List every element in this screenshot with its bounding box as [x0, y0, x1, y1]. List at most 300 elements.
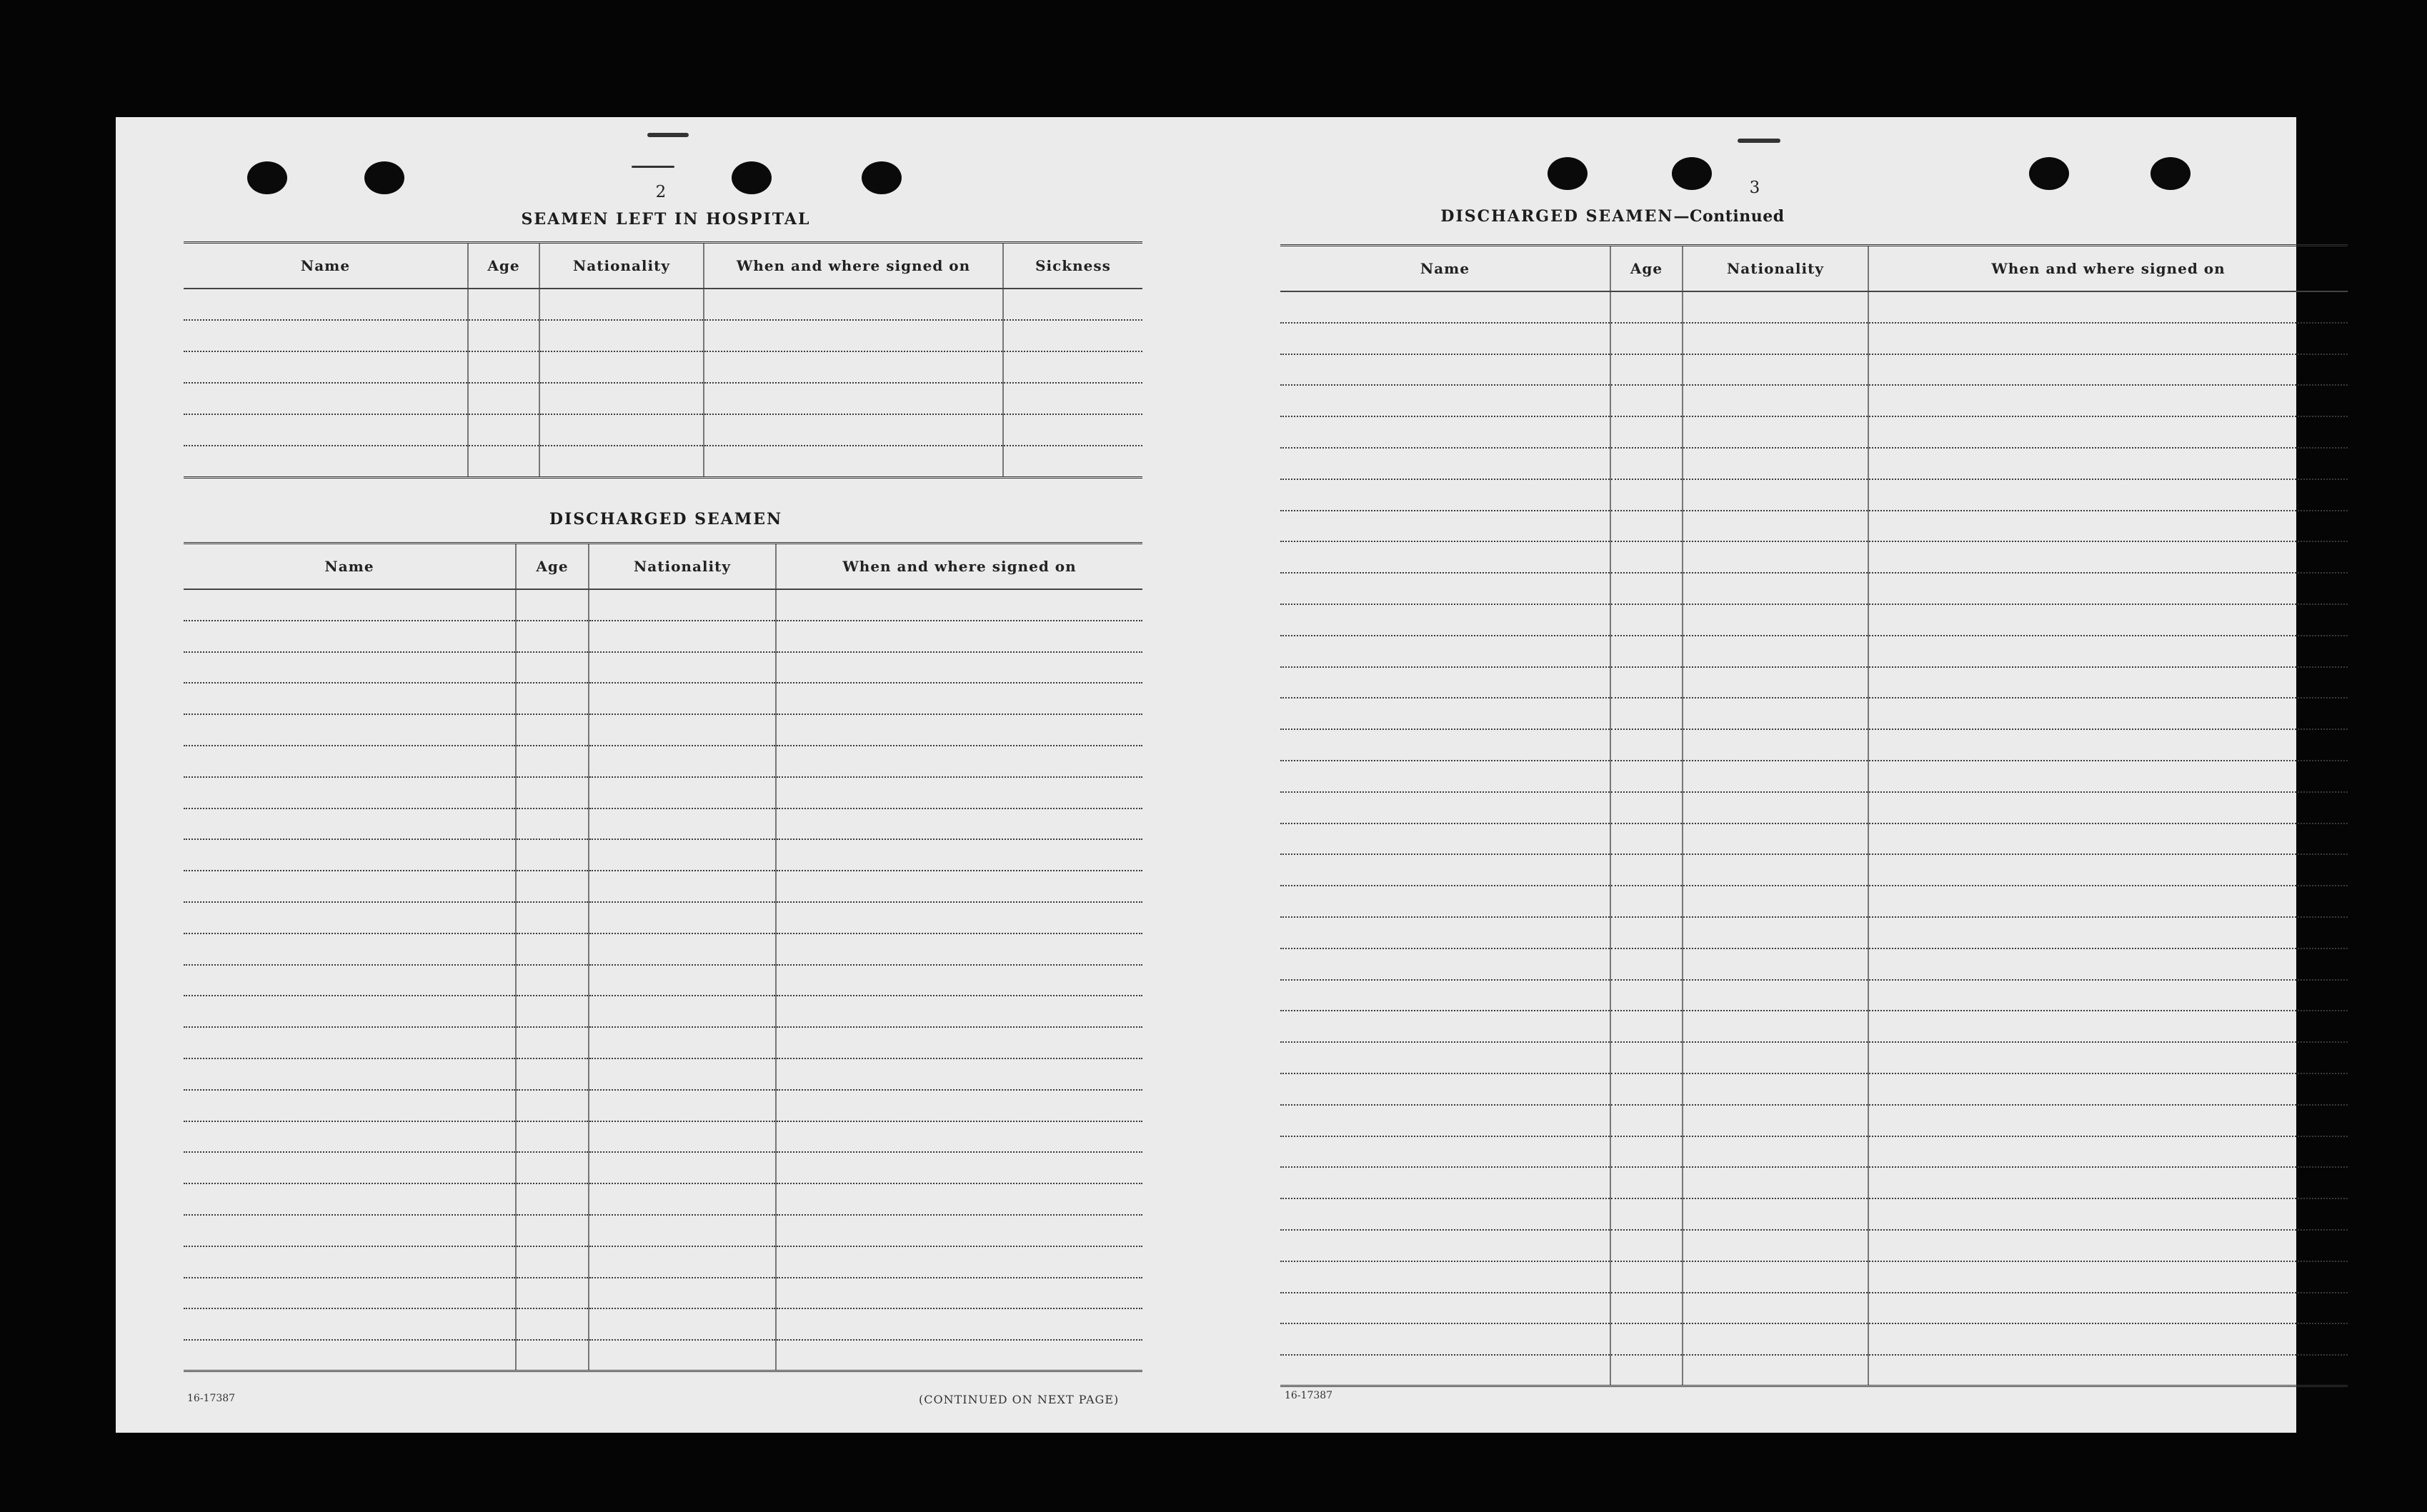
- entry-cell: [776, 808, 1142, 840]
- entry-cell: [184, 871, 516, 902]
- entry-cell: [1683, 511, 1868, 542]
- blank-entry-row: [184, 589, 1142, 621]
- entry-cell: [776, 1340, 1142, 1371]
- entry-cell: [589, 652, 776, 684]
- blank-entry-row: [1280, 1167, 2348, 1198]
- entry-cell: [1610, 980, 1683, 1011]
- entry-cell: [184, 1215, 516, 1246]
- entry-cell: [184, 1058, 516, 1090]
- entry-cell: [1610, 448, 1683, 479]
- entry-cell: [184, 1246, 516, 1278]
- entry-cell: [184, 1340, 516, 1371]
- ink-smudge: [647, 133, 689, 137]
- entry-cell: [1683, 479, 1868, 511]
- entry-cell: [776, 777, 1142, 808]
- blank-entry-row: [184, 652, 1142, 684]
- entry-cell: [776, 1308, 1142, 1340]
- entry-cell: [516, 839, 589, 871]
- entry-cell: [1683, 1323, 1868, 1355]
- entry-cell: [1868, 980, 2348, 1011]
- blank-entry-row: [1280, 1293, 2348, 1324]
- entry-cell: [1280, 1136, 1610, 1168]
- entry-cell: [1280, 604, 1610, 636]
- entry-cell: [1280, 854, 1610, 886]
- blank-entry-row: [1280, 854, 2348, 886]
- entry-cell: [1280, 1261, 1610, 1293]
- entry-cell: [1280, 1167, 1610, 1198]
- entry-cell: [1683, 667, 1868, 699]
- entry-cell: [1280, 573, 1610, 604]
- column-header-age: Age: [1610, 246, 1683, 292]
- entry-cell: [1868, 1198, 2348, 1230]
- entry-cell: [1868, 698, 2348, 729]
- entry-cell: [1610, 1042, 1683, 1073]
- punch-hole: [1672, 157, 1712, 190]
- blank-entry-row: [1280, 1136, 2348, 1168]
- blank-entry-row: [1280, 541, 2348, 573]
- entry-cell: [1683, 1136, 1868, 1168]
- entry-cell: [1868, 604, 2348, 636]
- entry-cell: [1610, 823, 1683, 855]
- entry-cell: [1610, 917, 1683, 948]
- blank-entry-row: [1280, 1011, 2348, 1042]
- entry-cell: [1683, 1355, 1868, 1386]
- blank-entry-row: [1280, 385, 2348, 416]
- entry-cell: [1868, 573, 2348, 604]
- entry-cell: [184, 289, 468, 320]
- entry-cell: [1280, 1011, 1610, 1042]
- hospital-rows: [184, 289, 1142, 477]
- blank-entry-row: [1280, 511, 2348, 542]
- entry-cell: [184, 777, 516, 808]
- blank-entry-row: [184, 746, 1142, 777]
- entry-cell: [1683, 1293, 1868, 1324]
- entry-cell: [589, 1340, 776, 1371]
- entry-cell: [184, 1308, 516, 1340]
- entry-cell: [776, 871, 1142, 902]
- entry-cell: [1683, 886, 1868, 917]
- entry-cell: [1610, 1136, 1683, 1168]
- entry-cell: [1610, 948, 1683, 980]
- entry-cell: [1280, 1198, 1610, 1230]
- entry-cell: [184, 746, 516, 777]
- entry-cell: [776, 1027, 1142, 1058]
- blank-entry-row: [1280, 792, 2348, 823]
- column-header-sickness: Sickness: [1003, 243, 1142, 289]
- entry-cell: [1683, 761, 1868, 792]
- entry-cell: [1683, 980, 1868, 1011]
- punch-hole: [364, 161, 404, 194]
- entry-cell: [1683, 823, 1868, 855]
- hospital-table: [184, 241, 1142, 479]
- blank-entry-row: [184, 933, 1142, 965]
- blank-entry-row: [184, 714, 1142, 746]
- entry-cell: [1610, 1355, 1683, 1386]
- entry-cell: [1868, 761, 2348, 792]
- entry-cell: [516, 589, 589, 621]
- entry-cell: [776, 1121, 1142, 1153]
- entry-cell: [516, 1278, 589, 1309]
- entry-cell: [516, 777, 589, 808]
- entry-cell: [1683, 698, 1868, 729]
- entry-cell: [589, 777, 776, 808]
- entry-cell: [516, 902, 589, 933]
- entry-cell: [1683, 354, 1868, 386]
- entry-cell: [1683, 1011, 1868, 1042]
- entry-cell: [539, 414, 704, 446]
- entry-cell: [589, 1308, 776, 1340]
- entry-cell: [1610, 416, 1683, 448]
- entry-cell: [1610, 385, 1683, 416]
- blank-entry-row: [1280, 636, 2348, 667]
- entry-cell: [776, 1215, 1142, 1246]
- form-code-right: 16-17387: [1285, 1390, 1333, 1401]
- column-header-name: Name: [184, 243, 468, 289]
- blank-entry-row: [1280, 1261, 2348, 1293]
- blank-entry-row: [184, 1121, 1142, 1153]
- entry-cell: [1868, 917, 2348, 948]
- entry-cell: [1610, 323, 1683, 354]
- entry-cell: [184, 320, 468, 351]
- entry-cell: [589, 1090, 776, 1121]
- column-header-name: Name: [184, 544, 516, 590]
- punch-hole: [247, 161, 287, 194]
- entry-cell: [1610, 479, 1683, 511]
- entry-cell: [1683, 1073, 1868, 1105]
- entry-cell: [704, 320, 1003, 351]
- entry-cell: [1610, 1167, 1683, 1198]
- blank-entry-row: [1280, 604, 2348, 636]
- entry-cell: [516, 871, 589, 902]
- entry-cell: [1683, 291, 1868, 323]
- punch-hole: [732, 161, 772, 194]
- entry-cell: [1610, 761, 1683, 792]
- entry-cell: [516, 965, 589, 996]
- entry-cell: [1868, 1105, 2348, 1136]
- entry-cell: [1683, 636, 1868, 667]
- entry-cell: [516, 1246, 589, 1278]
- entry-cell: [1280, 823, 1610, 855]
- entry-cell: [1280, 1355, 1610, 1386]
- entry-cell: [1868, 729, 2348, 761]
- entry-cell: [589, 1152, 776, 1183]
- entry-cell: [1868, 854, 2348, 886]
- entry-cell: [1868, 291, 2348, 323]
- entry-cell: [1868, 1042, 2348, 1073]
- entry-cell: [1003, 289, 1142, 320]
- blank-entry-row: [184, 320, 1142, 351]
- entry-cell: [589, 1278, 776, 1309]
- blank-entry-row: [184, 683, 1142, 714]
- blank-entry-row: [184, 777, 1142, 808]
- entry-cell: [184, 933, 516, 965]
- blank-entry-row: [184, 289, 1142, 320]
- column-header-age: Age: [516, 544, 589, 590]
- entry-cell: [1280, 385, 1610, 416]
- entry-cell: [776, 589, 1142, 621]
- entry-cell: [1868, 1355, 2348, 1386]
- discharged-continued-title: [1023, 207, 2202, 226]
- entry-cell: [184, 808, 516, 840]
- entry-cell: [516, 621, 589, 652]
- entry-cell: [468, 414, 539, 446]
- entry-cell: [589, 965, 776, 996]
- blank-entry-row: [184, 1308, 1142, 1340]
- continued-note: (CONTINUED ON NEXT PAGE): [919, 1393, 1120, 1406]
- entry-cell: [468, 383, 539, 414]
- entry-cell: [1610, 1323, 1683, 1355]
- entry-cell: [1610, 792, 1683, 823]
- entry-cell: [1683, 1167, 1868, 1198]
- blank-entry-row: [1280, 667, 2348, 699]
- entry-cell: [589, 1121, 776, 1153]
- entry-cell: [184, 839, 516, 871]
- entry-cell: [516, 1215, 589, 1246]
- entry-cell: [184, 714, 516, 746]
- entry-cell: [776, 1183, 1142, 1215]
- entry-cell: [1610, 729, 1683, 761]
- entry-cell: [516, 1340, 589, 1371]
- entry-cell: [1610, 1073, 1683, 1105]
- entry-cell: [1868, 1167, 2348, 1198]
- entry-cell: [1868, 1011, 2348, 1042]
- entry-cell: [1003, 446, 1142, 477]
- entry-cell: [184, 1278, 516, 1309]
- column-header-signed-on: When and where signed on: [704, 243, 1003, 289]
- entry-cell: [589, 683, 776, 714]
- entry-cell: [1868, 1323, 2348, 1355]
- entry-cell: [704, 414, 1003, 446]
- entry-cell: [1683, 729, 1868, 761]
- blank-entry-row: [1280, 1230, 2348, 1261]
- entry-cell: [184, 383, 468, 414]
- entry-cell: [1868, 886, 2348, 917]
- entry-cell: [468, 351, 539, 383]
- continued-header-row: [1280, 246, 2348, 292]
- entry-cell: [1868, 792, 2348, 823]
- form-sheet: [116, 117, 2296, 1433]
- entry-cell: [776, 1278, 1142, 1309]
- entry-cell: [1868, 1293, 2348, 1324]
- entry-cell: [704, 351, 1003, 383]
- blank-entry-row: [184, 902, 1142, 933]
- discharged-continued-table: [1280, 244, 2348, 1387]
- entry-cell: [776, 1152, 1142, 1183]
- entry-cell: [704, 289, 1003, 320]
- column-header-name: Name: [1280, 246, 1610, 292]
- entry-cell: [589, 1246, 776, 1278]
- entry-cell: [1610, 604, 1683, 636]
- entry-cell: [776, 996, 1142, 1027]
- column-header-signed-on: When and where signed on: [776, 544, 1142, 590]
- blank-entry-row: [184, 1090, 1142, 1121]
- punch-hole: [2151, 157, 2191, 190]
- entry-cell: [589, 621, 776, 652]
- blank-entry-row: [184, 839, 1142, 871]
- blank-entry-row: [1280, 886, 2348, 917]
- entry-cell: [1280, 886, 1610, 917]
- entry-cell: [516, 1121, 589, 1153]
- blank-entry-row: [1280, 323, 2348, 354]
- entry-cell: [184, 1152, 516, 1183]
- entry-cell: [1868, 385, 2348, 416]
- entry-cell: [1003, 383, 1142, 414]
- entry-cell: [1280, 354, 1610, 386]
- entry-cell: [1003, 351, 1142, 383]
- entry-cell: [589, 714, 776, 746]
- blank-entry-row: [184, 383, 1142, 414]
- entry-cell: [184, 996, 516, 1027]
- entry-cell: [1610, 1230, 1683, 1261]
- entry-cell: [589, 1058, 776, 1090]
- blank-entry-row: [1280, 1323, 2348, 1355]
- title-text: DISCHARGED SEAMEN: [1440, 207, 1674, 226]
- entry-cell: [1610, 698, 1683, 729]
- column-header-signed-on: When and where signed on: [1868, 246, 2348, 292]
- entry-cell: [1683, 1105, 1868, 1136]
- entry-cell: [1683, 416, 1868, 448]
- entry-cell: [589, 1027, 776, 1058]
- blank-entry-row: [184, 446, 1142, 477]
- entry-cell: [1683, 917, 1868, 948]
- entry-cell: [1683, 541, 1868, 573]
- entry-cell: [516, 933, 589, 965]
- blank-entry-row: [1280, 1073, 2348, 1105]
- blank-entry-row: [1280, 823, 2348, 855]
- entry-cell: [1280, 917, 1610, 948]
- blank-entry-row: [1280, 761, 2348, 792]
- entry-cell: [1280, 323, 1610, 354]
- entry-cell: [1868, 667, 2348, 699]
- blank-entry-row: [184, 1058, 1142, 1090]
- discharged-section-title: DISCHARGED SEAMEN: [549, 510, 783, 529]
- entry-cell: [776, 839, 1142, 871]
- entry-cell: [1683, 604, 1868, 636]
- entry-cell: [1280, 698, 1610, 729]
- blank-entry-row: [1280, 354, 2348, 386]
- entry-cell: [184, 1027, 516, 1058]
- entry-cell: [1610, 1198, 1683, 1230]
- column-header-nationality: Nationality: [589, 544, 776, 590]
- entry-cell: [1868, 823, 2348, 855]
- column-header-nationality: Nationality: [539, 243, 704, 289]
- entry-cell: [516, 652, 589, 684]
- blank-entry-row: [184, 1215, 1142, 1246]
- entry-cell: [1610, 854, 1683, 886]
- blank-entry-row: [184, 1183, 1142, 1215]
- entry-cell: [1003, 320, 1142, 351]
- entry-cell: [1683, 1042, 1868, 1073]
- form-code-left: 16-17387: [187, 1393, 236, 1404]
- entry-cell: [776, 652, 1142, 684]
- entry-cell: [589, 1215, 776, 1246]
- entry-cell: [1280, 1105, 1610, 1136]
- entry-cell: [776, 933, 1142, 965]
- hospital-section-title: SEAMEN LEFT IN HOSPITAL: [521, 210, 811, 229]
- discharged-table: [184, 542, 1142, 1372]
- entry-cell: [1868, 1261, 2348, 1293]
- blank-entry-row: [1280, 698, 2348, 729]
- ink-smudge: [1738, 139, 1780, 143]
- hospital-header-row: [184, 243, 1142, 289]
- blank-entry-row: [1280, 1105, 2348, 1136]
- discharged-header-row: [184, 544, 1142, 590]
- entry-cell: [776, 1058, 1142, 1090]
- entry-cell: [1280, 636, 1610, 667]
- entry-cell: [1280, 980, 1610, 1011]
- entry-cell: [184, 446, 468, 477]
- entry-cell: [1683, 1198, 1868, 1230]
- entry-cell: [468, 446, 539, 477]
- column-header-age: Age: [468, 243, 539, 289]
- punch-hole: [1548, 157, 1588, 190]
- entry-cell: [1868, 511, 2348, 542]
- blank-entry-row: [184, 1027, 1142, 1058]
- entry-cell: [1280, 1230, 1610, 1261]
- entry-cell: [1280, 1042, 1610, 1073]
- entry-cell: [1280, 1323, 1610, 1355]
- entry-cell: [1868, 948, 2348, 980]
- blank-entry-row: [1280, 416, 2348, 448]
- entry-cell: [1868, 636, 2348, 667]
- entry-cell: [1280, 667, 1610, 699]
- entry-cell: [1610, 541, 1683, 573]
- entry-cell: [1280, 448, 1610, 479]
- blank-entry-row: [1280, 729, 2348, 761]
- blank-entry-row: [184, 621, 1142, 652]
- blank-entry-row: [1280, 1355, 2348, 1386]
- entry-cell: [776, 1090, 1142, 1121]
- entry-cell: [1868, 479, 2348, 511]
- entry-cell: [1610, 1261, 1683, 1293]
- entry-cell: [184, 965, 516, 996]
- title-suffix: —Continued: [1673, 207, 1785, 226]
- entry-cell: [1683, 385, 1868, 416]
- entry-cell: [516, 1183, 589, 1215]
- blank-entry-row: [1280, 948, 2348, 980]
- entry-cell: [516, 808, 589, 840]
- blank-entry-row: [184, 351, 1142, 383]
- entry-cell: [184, 589, 516, 621]
- entry-cell: [516, 683, 589, 714]
- blank-entry-row: [1280, 448, 2348, 479]
- entry-cell: [589, 746, 776, 777]
- entry-cell: [1610, 573, 1683, 604]
- entry-cell: [1868, 323, 2348, 354]
- entry-cell: [539, 351, 704, 383]
- blank-entry-row: [184, 808, 1142, 840]
- entry-cell: [1280, 761, 1610, 792]
- entry-cell: [516, 1152, 589, 1183]
- entry-cell: [1610, 354, 1683, 386]
- entry-cell: [704, 383, 1003, 414]
- entry-cell: [1280, 1073, 1610, 1105]
- entry-cell: [1610, 1293, 1683, 1324]
- entry-cell: [776, 902, 1142, 933]
- entry-cell: [1280, 1293, 1610, 1324]
- entry-cell: [1683, 1261, 1868, 1293]
- entry-cell: [184, 1121, 516, 1153]
- entry-cell: [589, 1183, 776, 1215]
- entry-cell: [1868, 354, 2348, 386]
- entry-cell: [1683, 948, 1868, 980]
- entry-cell: [516, 1058, 589, 1090]
- entry-cell: [589, 902, 776, 933]
- entry-cell: [589, 808, 776, 840]
- entry-cell: [184, 902, 516, 933]
- entry-cell: [184, 621, 516, 652]
- entry-cell: [1610, 511, 1683, 542]
